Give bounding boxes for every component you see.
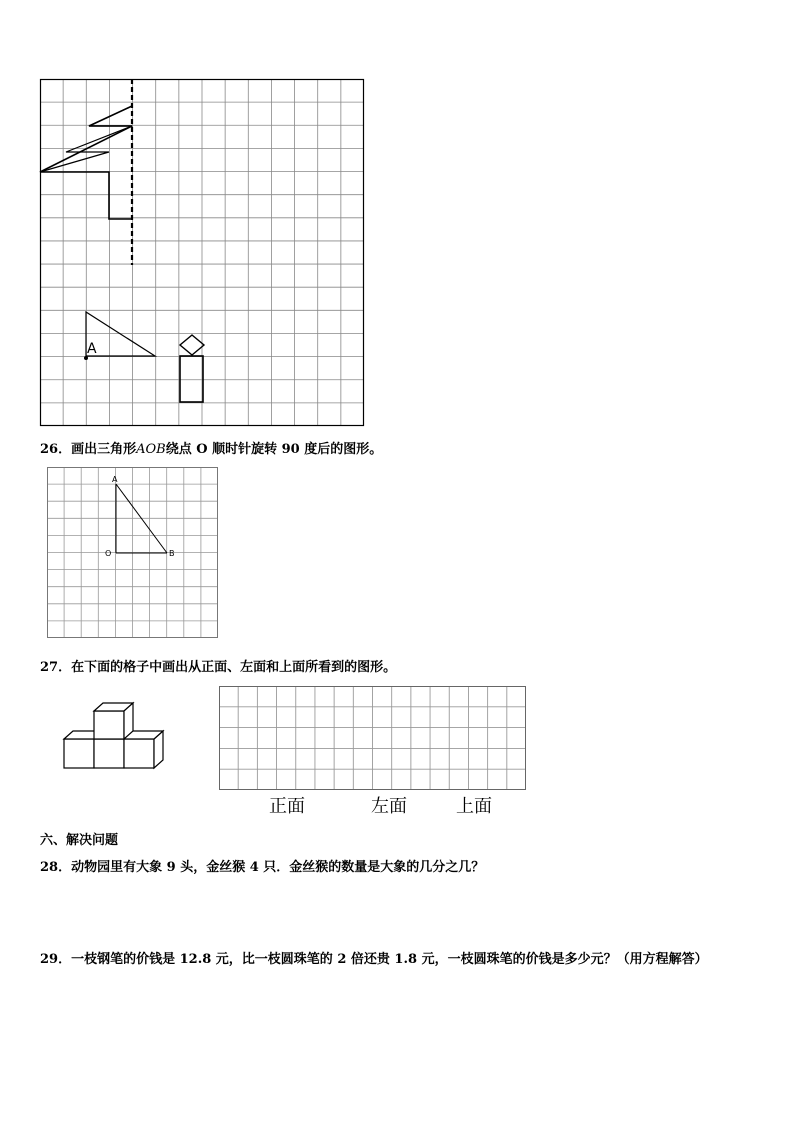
- question-number: 26．: [40, 442, 72, 457]
- question-number: 29．: [40, 952, 72, 967]
- question-29: [40, 948, 708, 967]
- question-number: 28．: [40, 860, 72, 875]
- diamond-shape: [180, 335, 204, 355]
- question-27: [40, 656, 396, 675]
- question-text: 一枝钢笔的价钱是 12.8 元，比一枝圆珠笔的 2 倍还贵 1.8 元，一枝圆珠笔的价钱是多少元？（用方程解答）: [71, 952, 708, 967]
- question-text-pre: 画出三角形: [71, 442, 137, 457]
- question-28: [40, 856, 484, 875]
- label-a: A: [112, 475, 118, 484]
- label-a: A: [87, 341, 97, 357]
- question-text: 动物园里有大象 9 头，金丝猴 4 只．金丝猴的数量是大象的几分之几？: [71, 860, 485, 875]
- grid-figure-26: [47, 467, 218, 638]
- section-title: 六、解决问题: [40, 833, 119, 848]
- rectangle-shape: [180, 356, 203, 402]
- question-text: 在下面的格子中画出从正面、左面和上面所看到的图形。: [71, 660, 397, 675]
- question-text-post: 绕点 O 顺时针旋转 90 度后的图形。: [165, 442, 383, 457]
- question-number: 27．: [40, 660, 72, 675]
- math-aob: AOB: [136, 442, 166, 457]
- label-b: B: [169, 549, 175, 558]
- cube-solid-figure: [64, 703, 164, 769]
- view-label-top: 上面: [456, 796, 492, 817]
- grid-figure-1: [40, 79, 364, 426]
- question-26: [40, 438, 382, 457]
- view-drawing-grid: [219, 686, 526, 790]
- view-label-left: 左面: [371, 796, 407, 817]
- label-o: O: [105, 549, 112, 558]
- view-label-front: 正面: [269, 796, 305, 817]
